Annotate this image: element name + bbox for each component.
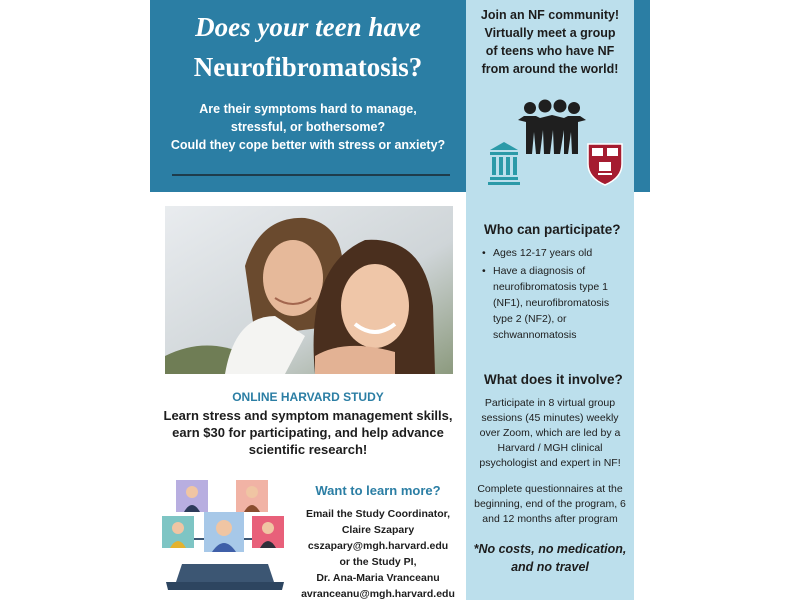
what-text: Complete questionnaires at the beginning, end of the program, 6 and 12 months after program (474, 483, 626, 525)
contact-line: or the Study PI, (339, 556, 417, 568)
question-line: Could they cope better with stress or anxiety? (170, 138, 446, 152)
contact-line: Dr. Ana-Maria Vranceanu (316, 572, 440, 584)
question-line: stressful, or bothersome? (230, 120, 386, 134)
laptop-video-call-icon (162, 478, 288, 596)
who-list-item (482, 263, 622, 343)
contact-line: Claire Szapary (341, 524, 415, 536)
join-line: Join an NF community! (480, 8, 620, 22)
what-heading: What does it involve? (484, 372, 623, 387)
no-cost-note: *No costs, no medication, and no travel (473, 542, 627, 574)
who-list-item (482, 245, 592, 261)
harvard-shield-icon (586, 142, 624, 186)
bullet-icon: • (482, 247, 486, 259)
people-group-icon (516, 98, 588, 158)
who-item-text: Have a diagnosis of neurofibromatosis type 1 (NF1), neurofibromatosis type 2 (NF2), or schwannomatosis (493, 265, 610, 341)
study-description: Learn stress and symptom management skills, earn $30 for participating, and help advance scientific research! (163, 408, 453, 457)
who-item-text: Ages 12-17 years old (493, 247, 593, 259)
study-tag: ONLINE HARVARD STUDY (232, 390, 384, 404)
who-heading: Who can participate? (484, 222, 621, 237)
contact-block (290, 506, 466, 602)
bullet-icon: • (482, 265, 486, 277)
title-line-1: Does your teen have (195, 12, 421, 42)
learn-more-heading: Want to learn more? (315, 483, 441, 498)
join-line: of teens who have NF (485, 44, 615, 58)
contact-line: Email the Study Coordinator, (305, 508, 451, 520)
what-text: Participate in 8 virtual group sessions (45 minutes) weekly over Zoom, which are led by a Harvard / MGH clinical psychologist and expert in NF! (479, 397, 621, 469)
teens-photo (165, 206, 453, 374)
university-building-icon (488, 140, 520, 188)
coordinator-email[interactable]: cszapary@mgh.harvard.edu (307, 540, 449, 552)
question-line: Are their symptoms hard to manage, (199, 102, 417, 116)
join-line: from around the world! (481, 62, 619, 76)
join-line: Virtually meet a group (484, 26, 616, 40)
title-line-2: Neurofibromatosis? (193, 52, 423, 82)
pi-email[interactable]: avranceanu@mgh.harvard.edu (301, 588, 455, 600)
divider (172, 174, 450, 176)
